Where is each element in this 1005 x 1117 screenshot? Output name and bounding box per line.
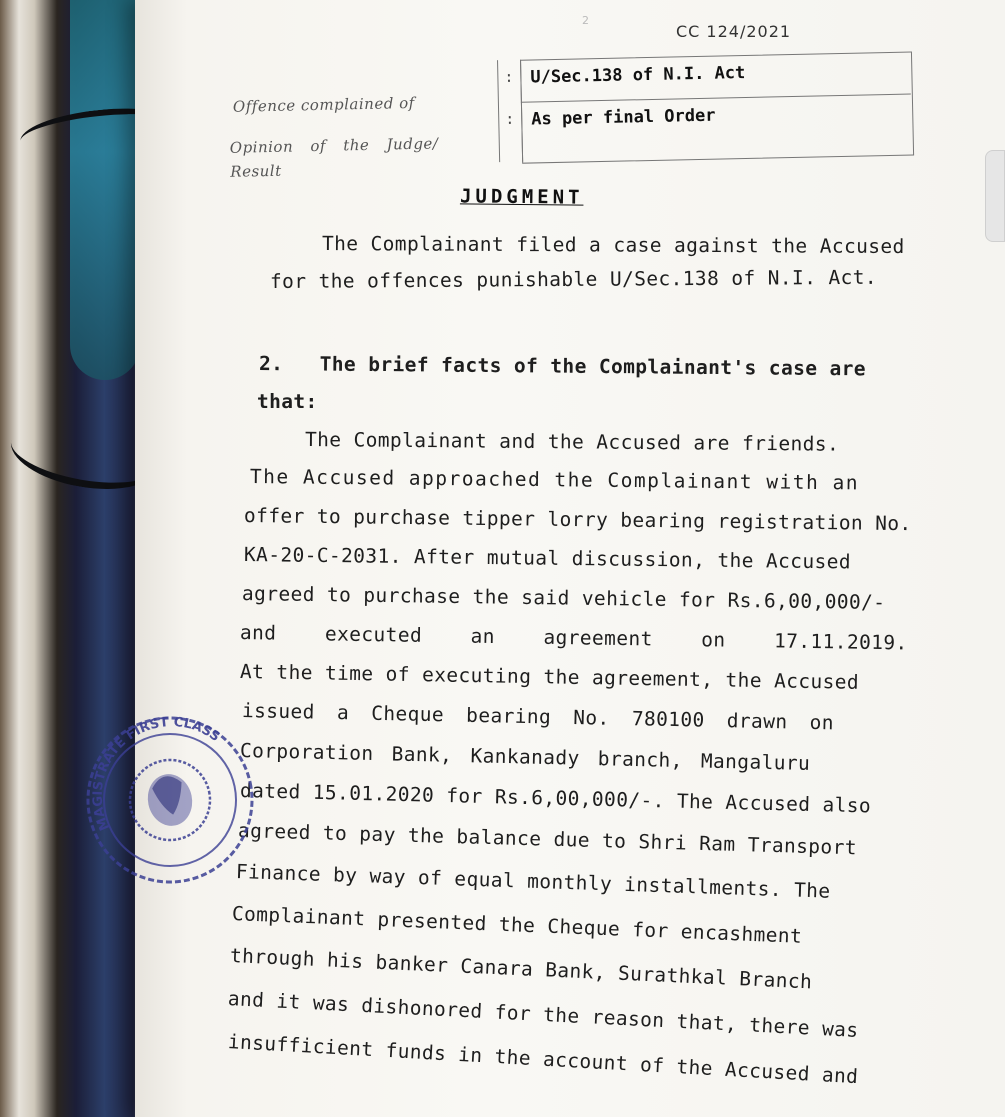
body-line: agreed to purchase the said vehicle for Rs.6,00,000/- <box>241 582 886 614</box>
intro-line: The Complainant filed a case against the Accused <box>321 232 905 259</box>
opinion-value: As per final Order <box>531 105 716 130</box>
body-line: Complainant presented the Cheque for encashment <box>231 902 803 948</box>
seal-text: MAGISTRATE FIRST CLASS <box>90 715 223 833</box>
case-number: CC 124/2021 <box>676 22 792 41</box>
body-line: issued a Cheque bearing No. 780100 drawn on <box>241 699 835 735</box>
body-line: Corporation Bank, Kankanady branch, Mangaluru <box>239 739 811 775</box>
opinion-label: Opinion of the Judge/ Result <box>229 134 439 181</box>
body-line: At the time of executing the agreement, the Accused <box>239 660 860 694</box>
body-line: agreed to pay the balance due to Shri Ram Transport <box>237 819 858 860</box>
header-table <box>220 47 922 182</box>
judgment-title: JUDGMENT <box>459 185 584 209</box>
court-seal <box>57 687 282 912</box>
background-curtain-pattern <box>70 0 140 380</box>
para2-heading: that: <box>257 390 318 413</box>
seal-icon <box>57 687 282 912</box>
body-line: Finance by way of equal monthly installments. The <box>235 860 831 903</box>
offence-label: Offence complained of <box>232 93 415 116</box>
edge-tab <box>985 150 1005 242</box>
body-line: and it was dishonored for the reason that, there was <box>227 987 860 1042</box>
body-line: and executed an agreement on 17.11.2019. <box>239 621 908 655</box>
page-mark: 2 <box>582 14 589 27</box>
body-line: dated 15.01.2020 for Rs.6,00,000/-. The Accused also <box>239 779 872 818</box>
intro-line: for the offences punishable U/Sec.138 of N.I. Act. <box>269 265 878 293</box>
offence-value: U/Sec.138 of N.I. Act <box>530 63 746 88</box>
para2-heading: 2. The brief facts of the Complainant's case are <box>258 352 867 381</box>
body-line: KA-20-C-2031. After mutual discussion, the Accused <box>243 543 852 574</box>
body-line: The Accused approached the Complainant with an <box>249 465 860 495</box>
body-line: offer to purchase tipper lorry bearing registration No. <box>243 504 912 536</box>
opinion-separator: : <box>505 109 515 129</box>
offence-separator: : <box>504 67 514 87</box>
body-line: insufficient funds in the account of the Accused and <box>227 1030 859 1089</box>
body-line: The Complainant and the Accused are friends. <box>304 428 840 456</box>
body-line: through his banker Canara Bank, Surathkal Branch <box>229 944 813 994</box>
